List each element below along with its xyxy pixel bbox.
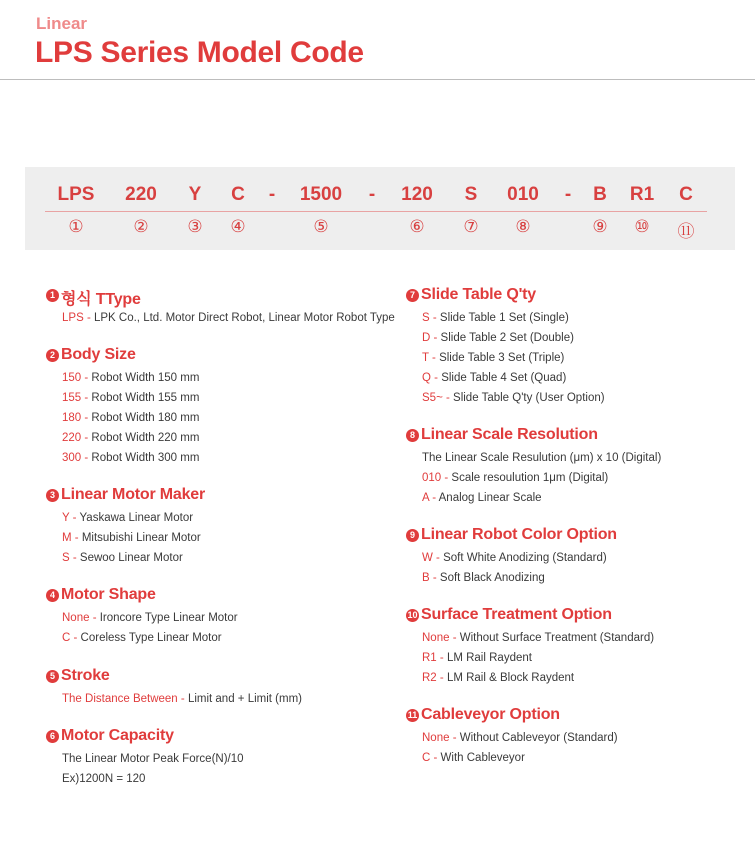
section-title: Stroke <box>61 667 110 684</box>
item-separator: - <box>81 372 92 384</box>
section-linear-robot-color-option <box>406 526 617 588</box>
item-separator: - <box>81 412 92 424</box>
section-type <box>46 286 395 328</box>
item-separator: - <box>71 532 82 544</box>
list-item <box>62 608 238 628</box>
item-separator: - <box>441 472 452 484</box>
list-item <box>62 368 199 388</box>
item-key: 010 <box>422 472 442 484</box>
code-part-cableveyor: C <box>679 184 693 205</box>
item-text: Slide Table Q'ty (User Option) <box>453 392 605 404</box>
item-text: Scale resoulution 1μm (Digital) <box>451 472 609 484</box>
item-separator: - <box>432 552 444 564</box>
item-key: LPS <box>62 312 84 324</box>
item-separator: - <box>429 492 439 504</box>
item-key: None <box>422 732 450 744</box>
list-item <box>422 628 654 648</box>
item-separator: - <box>442 392 454 404</box>
section-number-icon: 6 <box>46 730 59 743</box>
item-text: Robot Width 220 mm <box>91 432 200 444</box>
item-text: Slide Table 4 Set (Quad) <box>441 372 567 384</box>
code-number: ④ <box>230 217 246 236</box>
item-key: None <box>422 632 450 644</box>
code-number: ① <box>68 217 84 236</box>
item-text: The Linear Scale Resulution (μm) x 10 (Digital) <box>422 452 662 464</box>
item-text: Robot Width 150 mm <box>91 372 200 384</box>
item-key: Q <box>422 372 431 384</box>
item-key: C <box>422 752 431 764</box>
list-item <box>62 689 302 709</box>
list-item <box>62 508 201 528</box>
list-item <box>422 348 605 368</box>
list-item <box>422 668 654 688</box>
item-key: M <box>62 532 72 544</box>
item-separator: - <box>81 432 92 444</box>
section-linear-motor-maker <box>46 486 205 568</box>
list-item <box>62 769 244 789</box>
section-number-icon: 8 <box>406 429 419 442</box>
item-text: Robot Width 180 mm <box>91 412 200 424</box>
section-title: Surface Treatment Option <box>421 606 612 623</box>
code-part-surface: R1 <box>629 184 655 205</box>
item-text: With Cableveyor <box>440 752 525 764</box>
section-number-icon: 3 <box>46 489 59 502</box>
item-text: Mitsubishi Linear Motor <box>81 532 201 544</box>
item-key: 180 <box>62 412 82 424</box>
item-key: S <box>422 312 430 324</box>
list-item <box>62 388 199 408</box>
list-item <box>62 749 244 769</box>
item-text: Ironcore Type Linear Motor <box>99 612 238 624</box>
section-number-icon: 5 <box>46 670 59 683</box>
list-item <box>422 308 605 328</box>
section-number-icon: 7 <box>406 289 419 302</box>
code-number: ③ <box>187 217 203 236</box>
list-item <box>62 528 201 548</box>
section-number-icon: 11 <box>407 710 418 720</box>
item-separator: - <box>430 372 442 384</box>
section-number-icon: 4 <box>46 589 59 602</box>
code-number: ② <box>133 217 149 236</box>
code-number: ⑨ <box>592 217 608 236</box>
item-separator: - <box>430 752 441 764</box>
item-key: R1 <box>422 652 437 664</box>
code-part-capacity: 120 <box>401 184 433 205</box>
code-part-maker: Y <box>188 184 202 205</box>
code-part-slide-table: S <box>464 184 478 205</box>
item-separator: - <box>429 572 440 584</box>
section-title: 형식 TType <box>61 291 141 308</box>
item-text: Robot Width 155 mm <box>91 392 200 404</box>
code-separator: - <box>564 184 572 205</box>
section-linear-scale-resolution <box>406 426 661 508</box>
item-separator: - <box>69 512 80 524</box>
section-body-size <box>46 346 199 468</box>
item-text: Robot Width 300 mm <box>91 452 200 464</box>
item-key: S <box>62 552 70 564</box>
item-key: B <box>422 572 430 584</box>
item-text: Soft Black Anodizing <box>439 572 545 584</box>
code-part-body-size: 220 <box>125 184 157 205</box>
section-number-icon: 10 <box>407 610 418 620</box>
title-divider <box>0 79 755 80</box>
item-separator: - <box>81 392 92 404</box>
list-item <box>422 728 618 748</box>
item-separator: - <box>449 732 460 744</box>
item-key: Y <box>62 512 70 524</box>
list-item <box>422 748 618 768</box>
category-label: Linear <box>36 14 88 33</box>
item-text: LPK Co., Ltd. Motor Direct Robot, Linear Motor Robot Type <box>93 312 395 324</box>
list-item <box>422 548 607 568</box>
code-number: ⑪ <box>677 222 695 241</box>
item-separator: - <box>429 312 440 324</box>
section-stroke <box>46 667 302 709</box>
item-text: Coreless Type Linear Motor <box>80 632 222 644</box>
item-text: LM Rail & Block Raydent <box>446 672 575 684</box>
item-key: T <box>422 352 429 364</box>
item-key: R2 <box>422 672 437 684</box>
item-separator: - <box>83 312 94 324</box>
section-cableveyor-option <box>406 706 618 768</box>
item-key: D <box>422 332 431 344</box>
item-separator: - <box>428 352 440 364</box>
item-separator: - <box>436 652 447 664</box>
list-item <box>422 368 605 388</box>
list-item <box>422 468 661 488</box>
item-text: Sewoo Linear Motor <box>79 552 183 564</box>
section-motor-shape <box>46 586 238 648</box>
item-text: Slide Table 1 Set (Single) <box>439 312 569 324</box>
code-number: ⑩ <box>634 217 650 236</box>
code-part-color: B <box>593 184 607 205</box>
item-separator: - <box>69 552 80 564</box>
section-number-icon: 1 <box>46 289 59 302</box>
section-motor-capacity <box>46 727 244 789</box>
item-text: LM Rail Raydent <box>446 652 532 664</box>
item-separator: - <box>430 332 441 344</box>
item-separator: - <box>436 672 447 684</box>
item-separator: - <box>81 452 92 464</box>
list-item <box>422 488 661 508</box>
list-item <box>62 548 201 568</box>
item-key: 155 <box>62 392 82 404</box>
item-text: Limit and + Limit (mm) <box>187 693 302 705</box>
section-title: Slide Table Q'ty <box>421 286 537 303</box>
item-separator: - <box>89 612 100 624</box>
code-number: ⑥ <box>409 217 425 236</box>
list-item <box>62 408 199 428</box>
item-text: Yaskawa Linear Motor <box>79 512 194 524</box>
code-separator: - <box>368 184 376 205</box>
section-slide-table-qty <box>406 286 605 408</box>
section-title: Motor Shape <box>61 586 156 603</box>
list-item <box>422 388 605 408</box>
item-key: The Distance Between <box>62 693 178 705</box>
section-title: Motor Capacity <box>61 727 174 744</box>
item-key: S5~ <box>422 392 443 404</box>
list-item <box>422 648 654 668</box>
code-part-stroke: 1500 <box>299 184 343 205</box>
item-key: A <box>422 492 430 504</box>
item-text: Without Surface Treatment (Standard) <box>459 632 655 644</box>
list-item <box>62 308 395 328</box>
code-number: ⑧ <box>515 217 531 236</box>
code-separator: - <box>268 184 276 205</box>
section-title: Linear Scale Resolution <box>421 426 598 443</box>
item-key: 150 <box>62 372 82 384</box>
section-number-icon: 2 <box>46 349 59 362</box>
item-text: Soft White Anodizing (Standard) <box>443 552 607 564</box>
section-title: Body Size <box>61 346 136 363</box>
section-number-icon: 9 <box>406 529 419 542</box>
item-text: Slide Table 2 Set (Double) <box>440 332 574 344</box>
item-separator: - <box>70 632 81 644</box>
list-item <box>62 628 238 648</box>
model-code-box <box>25 167 735 250</box>
list-item <box>422 448 661 468</box>
list-item <box>422 568 607 588</box>
item-key: C <box>62 632 71 644</box>
page-title: LPS Series Model Code <box>35 36 364 69</box>
section-surface-treatment-option <box>406 606 654 688</box>
item-separator: - <box>177 693 188 705</box>
item-key: None <box>62 612 90 624</box>
section-title: Linear Robot Color Option <box>421 526 617 543</box>
item-text: The Linear Motor Peak Force(N)/10 <box>62 753 244 765</box>
code-number: ⑤ <box>313 217 329 236</box>
list-item <box>422 328 605 348</box>
section-title: Cableveyor Option <box>421 706 560 723</box>
model-code-divider <box>45 211 707 212</box>
item-text: Without Cableveyor (Standard) <box>459 732 618 744</box>
code-part-lps: LPS <box>57 184 95 205</box>
item-text: Analog Linear Scale <box>438 492 542 504</box>
item-key: W <box>422 552 433 564</box>
item-separator: - <box>449 632 460 644</box>
list-item <box>62 428 199 448</box>
code-number: ⑦ <box>463 217 479 236</box>
item-text: Slide Table 3 Set (Triple) <box>439 352 565 364</box>
code-part-shape: C <box>231 184 245 205</box>
item-key: 220 <box>62 432 82 444</box>
code-part-resolution: 010 <box>507 184 539 205</box>
section-title: Linear Motor Maker <box>61 486 205 503</box>
item-key: 300 <box>62 452 82 464</box>
item-text: Ex)1200N = 120 <box>62 773 146 785</box>
list-item <box>62 448 199 468</box>
